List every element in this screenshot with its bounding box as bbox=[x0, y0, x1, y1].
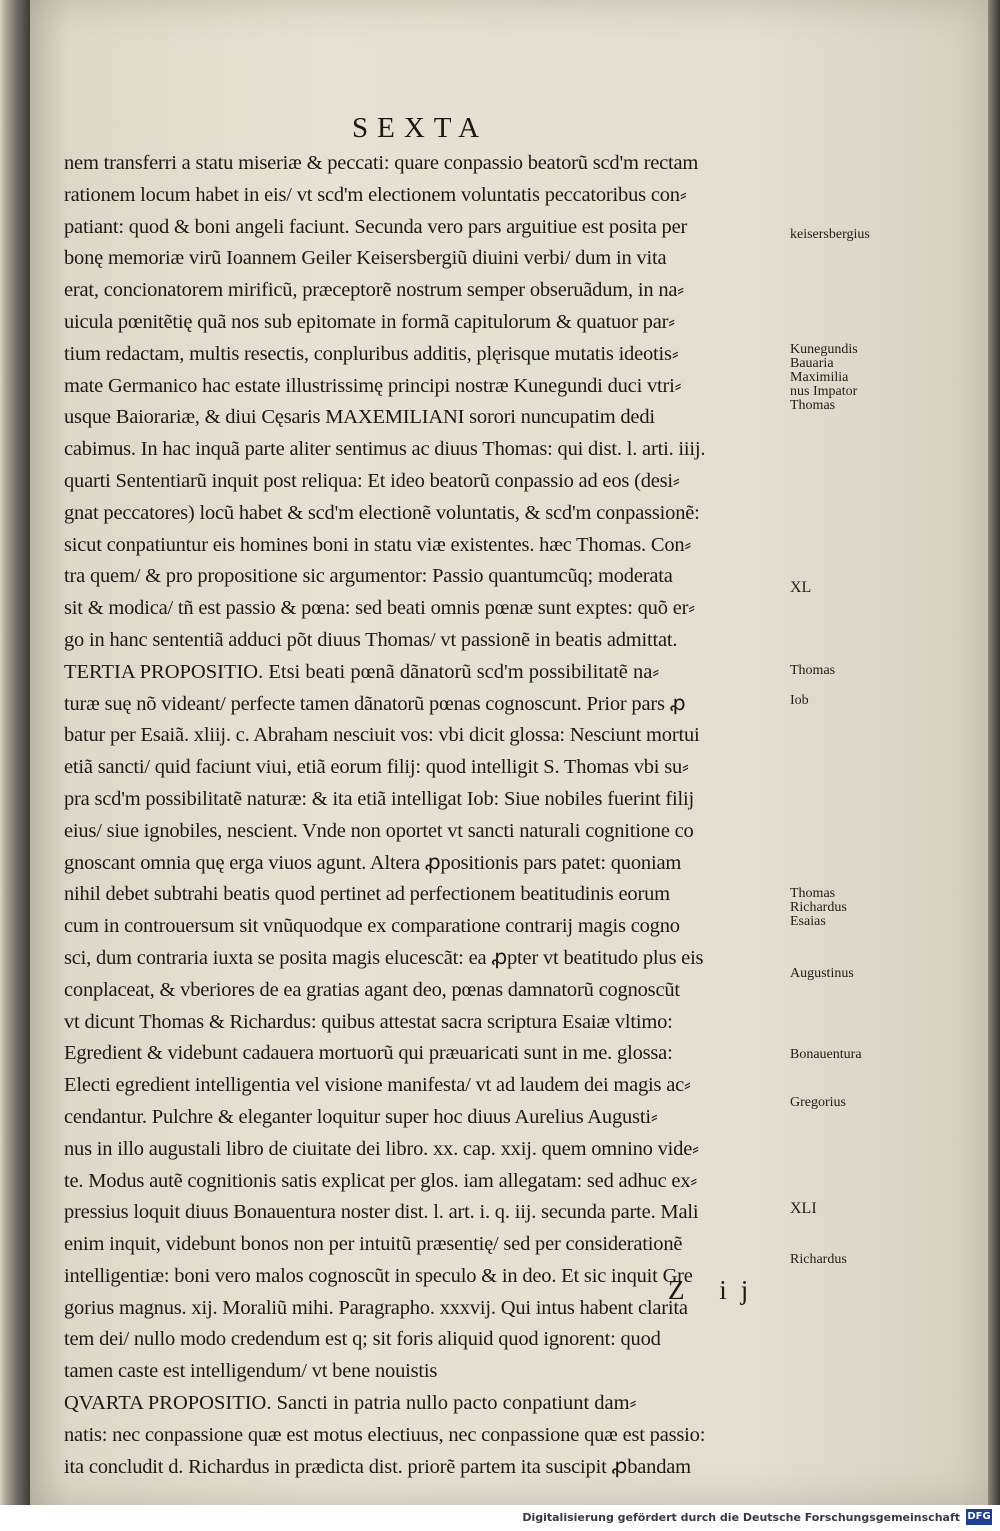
text-line: etiã sancti/ quid faciunt viui, etiã eorum filij: quod intelligit S. Thomas vbi su⸗ bbox=[64, 756, 689, 779]
margin-note bbox=[790, 1096, 910, 1110]
text-line: batur per Esaiã. xliij. c. Abraham nesciuit vos: vbi dicit glossa: Nesciunt mortui bbox=[64, 724, 700, 747]
margin-note-line: keisersbergius bbox=[790, 227, 870, 242]
page-edge bbox=[988, 0, 1000, 1505]
book-binding bbox=[0, 0, 30, 1505]
margin-note bbox=[790, 664, 910, 678]
margin-note-line: Thomas bbox=[790, 886, 836, 901]
text-line: vt dicunt Thomas & Richardus: quibus attestat sacra scriptura Esaiæ vltimo: bbox=[64, 1010, 673, 1033]
text-line: gnat peccatores) locũ habet & scd'm electionẽ voluntatis, & scd'm conpassionẽ: bbox=[64, 501, 700, 524]
margin-note-chapter-number bbox=[790, 581, 910, 595]
text-line: tium redactam, multis resectis, conpluribus additis, plęrisque mutatis ideotis⸗ bbox=[64, 342, 679, 365]
text-line: te. Modus autẽ cognitionis satis explicat per glos. iam allegatam: sed adhuc ex⸗ bbox=[64, 1169, 697, 1192]
text-line: gnoscant omnia quę erga viuos agunt. Altera ꝓpositionis pars patet: quoniam bbox=[64, 851, 682, 874]
running-head: SEXTA bbox=[352, 112, 489, 144]
margin-note bbox=[790, 1048, 910, 1062]
margin-note-line: nus Impator bbox=[790, 384, 858, 399]
margin-note-line: Gregorius bbox=[790, 1095, 846, 1110]
margin-note-line: Bauaria bbox=[790, 356, 834, 371]
margin-note-line: Richardus bbox=[790, 900, 847, 915]
margin-note bbox=[790, 228, 910, 242]
text-line: intelligentiæ: boni vero malos cognoscũt in speculo & in deo. Et sic inquit Gre bbox=[64, 1264, 693, 1287]
proposition-heading-quarta: QVARTA PROPOSITIO. Sancti in patria nullo pacto conpatiunt dam⸗ bbox=[64, 1392, 637, 1415]
text-line: quarti Sententiarũ inquit post reliqua: Et ideo beatorũ conpassio ad eos (desi⸗ bbox=[64, 469, 680, 492]
text-line: bonę memoriæ virũ Ioannem Geiler Keisersbergiũ diuini verbi/ dum in vita bbox=[64, 247, 667, 270]
text-line: cabimus. In hac inquã parte aliter sentimus ac diuus Thomas: qui dist. l. arti. iiij. bbox=[64, 438, 706, 461]
margin-note-line: Richardus bbox=[790, 1252, 847, 1267]
margin-note-line: Esaias bbox=[790, 914, 826, 929]
text-line: nihil debet subtrahi beatis quod pertinet ad perfectionem beatitudinis eorum bbox=[64, 883, 670, 906]
proposition-heading-tertia: TERTIA PROPOSITIO. Etsi beati pœnã dãnatorũ scd'm possibilitatẽ na⸗ bbox=[64, 660, 660, 683]
margin-note-line: Bonauentura bbox=[790, 1047, 862, 1062]
text-line: tamen caste est intelligendum/ vt bene nouistis bbox=[64, 1360, 438, 1383]
text-line: go in hanc sententiã adduci põt diuus Thomas/ vt passionẽ in beatis admittat. bbox=[64, 628, 678, 651]
margin-note-line: Iob bbox=[790, 693, 809, 708]
text-line: mate Germanico hac estate illustrissimę principi nostræ Kunegundi duci vtri⸗ bbox=[64, 374, 682, 397]
margin-note bbox=[790, 694, 910, 708]
margin-note-chapter-number bbox=[790, 1202, 910, 1216]
text-line: gorius magnus. xij. Moraliũ mihi. Paragrapho. xxxvij. Qui intus habent clarita bbox=[64, 1296, 688, 1319]
text-line: Electi egredient intelligentia vel visione manifesta/ vt ad laudem dei magis ac⸗ bbox=[64, 1074, 691, 1097]
footer-bar bbox=[0, 1505, 1000, 1531]
text-line: nus in illo augustali libro de ciuitate dei libro. xx. cap. xxij. quem omnino vide⸗ bbox=[64, 1137, 699, 1160]
margin-note-line: Kunegundis bbox=[790, 342, 858, 357]
margin-note-line: XL bbox=[790, 579, 812, 596]
text-line: turæ suę nõ videant/ perfecte tamen dãnatorũ pœnas cognoscunt. Prior pars ꝓ bbox=[64, 692, 686, 715]
text-line: Egredient & videbunt cadauera mortuorũ qui præuaricati sunt in me. glossa: bbox=[64, 1042, 673, 1065]
text-line: ita concludit d. Richardus in prædicta dist. priorẽ partem ita suscipit ꝓbandam bbox=[64, 1455, 691, 1478]
margin-note bbox=[790, 887, 910, 929]
text-line: pressius loquit diuus Bonauentura noster dist. l. art. i. q. iij. secunda parte. Mali bbox=[64, 1201, 699, 1224]
text-line: uicula pœnitẽtię quã nos sub epitomate in formã capitulorum & quatuor par⸗ bbox=[64, 310, 675, 333]
text-line: enim inquit, videbunt bonos non per intuitũ præsentię/ sed per considerationẽ bbox=[64, 1233, 683, 1256]
text-line: pra scd'm possibilitatẽ naturæ: & ita etiã intelligat Iob: Siue nobiles fuerint filij bbox=[64, 787, 695, 810]
margin-note bbox=[790, 1253, 910, 1267]
text-line: eius/ siue ignobiles, nescient. Vnde non oportet vt sancti naturali cognitione co bbox=[64, 819, 694, 842]
signature-mark: Z ij bbox=[668, 1275, 763, 1305]
text-line: natis: nec conpassione quæ est motus electiuus, nec conpassione quæ est passio: bbox=[64, 1423, 706, 1446]
text-line: sit & modica/ tñ est passio & pœna: sed beati omnis pœnæ sunt exptes: quõ er⸗ bbox=[64, 597, 695, 620]
text-line: tra quem/ & pro propositione sic argumentor: Passio quantumcũq; moderata bbox=[64, 565, 673, 588]
text-line: rationem locum habet in eis/ vt scd'm electionem voluntatis peccatoribus con⸗ bbox=[64, 183, 687, 206]
dfg-logo-icon: DFG bbox=[966, 1509, 992, 1525]
margin-note-line: Augustinus bbox=[790, 966, 854, 981]
text-line: patiant: quod & boni angeli faciunt. Secunda vero pars arguitiue est posita per bbox=[64, 215, 688, 238]
text-line: conplaceat, & vberiores de ea gratias agant deo, pœnas damnatorũ cognoscũt bbox=[64, 978, 680, 1001]
text-line: tem dei/ nullo modo credendum est q; sit foris aliquid quod ignorent: quod bbox=[64, 1328, 661, 1351]
margin-note bbox=[790, 343, 910, 413]
text-line: sci, dum contraria iuxta se posita magis elucescãt: ea ꝓpter vt beatitudo plus eis bbox=[64, 946, 704, 969]
text-line: sicut conpatiuntur eis homines boni in statu viæ existentes. hæc Thomas. Con⸗ bbox=[64, 533, 692, 556]
margin-note-line: Thomas bbox=[790, 663, 836, 678]
margin-note-line: Maximilia bbox=[790, 370, 849, 385]
text-line: cum in controuersum sit vnũquodque ex comparatione contrarij magis cogno bbox=[64, 915, 680, 938]
funding-notice: Digitalisierung gefördert durch die Deutsche Forschungsgemeinschaft bbox=[522, 1511, 960, 1524]
text-line: usque Baiorariæ, & diui Cęsaris MAXEMILIANI sorori nuncupatim dedi bbox=[64, 406, 655, 429]
margin-note bbox=[790, 967, 910, 981]
text-line: nem transferri a statu miseriæ & peccati: quare conpassio beatorũ scd'm rectam bbox=[64, 152, 699, 174]
margin-note-line: XLI bbox=[790, 1200, 817, 1217]
text-line: erat, concionatorem mirificũ, præceptorẽ nostrum semper obseruãdum, in na⸗ bbox=[64, 279, 684, 302]
margin-note-line: Thomas bbox=[790, 398, 836, 413]
text-line: cendantur. Pulchre & eleganter loquitur super hoc diuus Aurelius Augusti⸗ bbox=[64, 1105, 658, 1128]
